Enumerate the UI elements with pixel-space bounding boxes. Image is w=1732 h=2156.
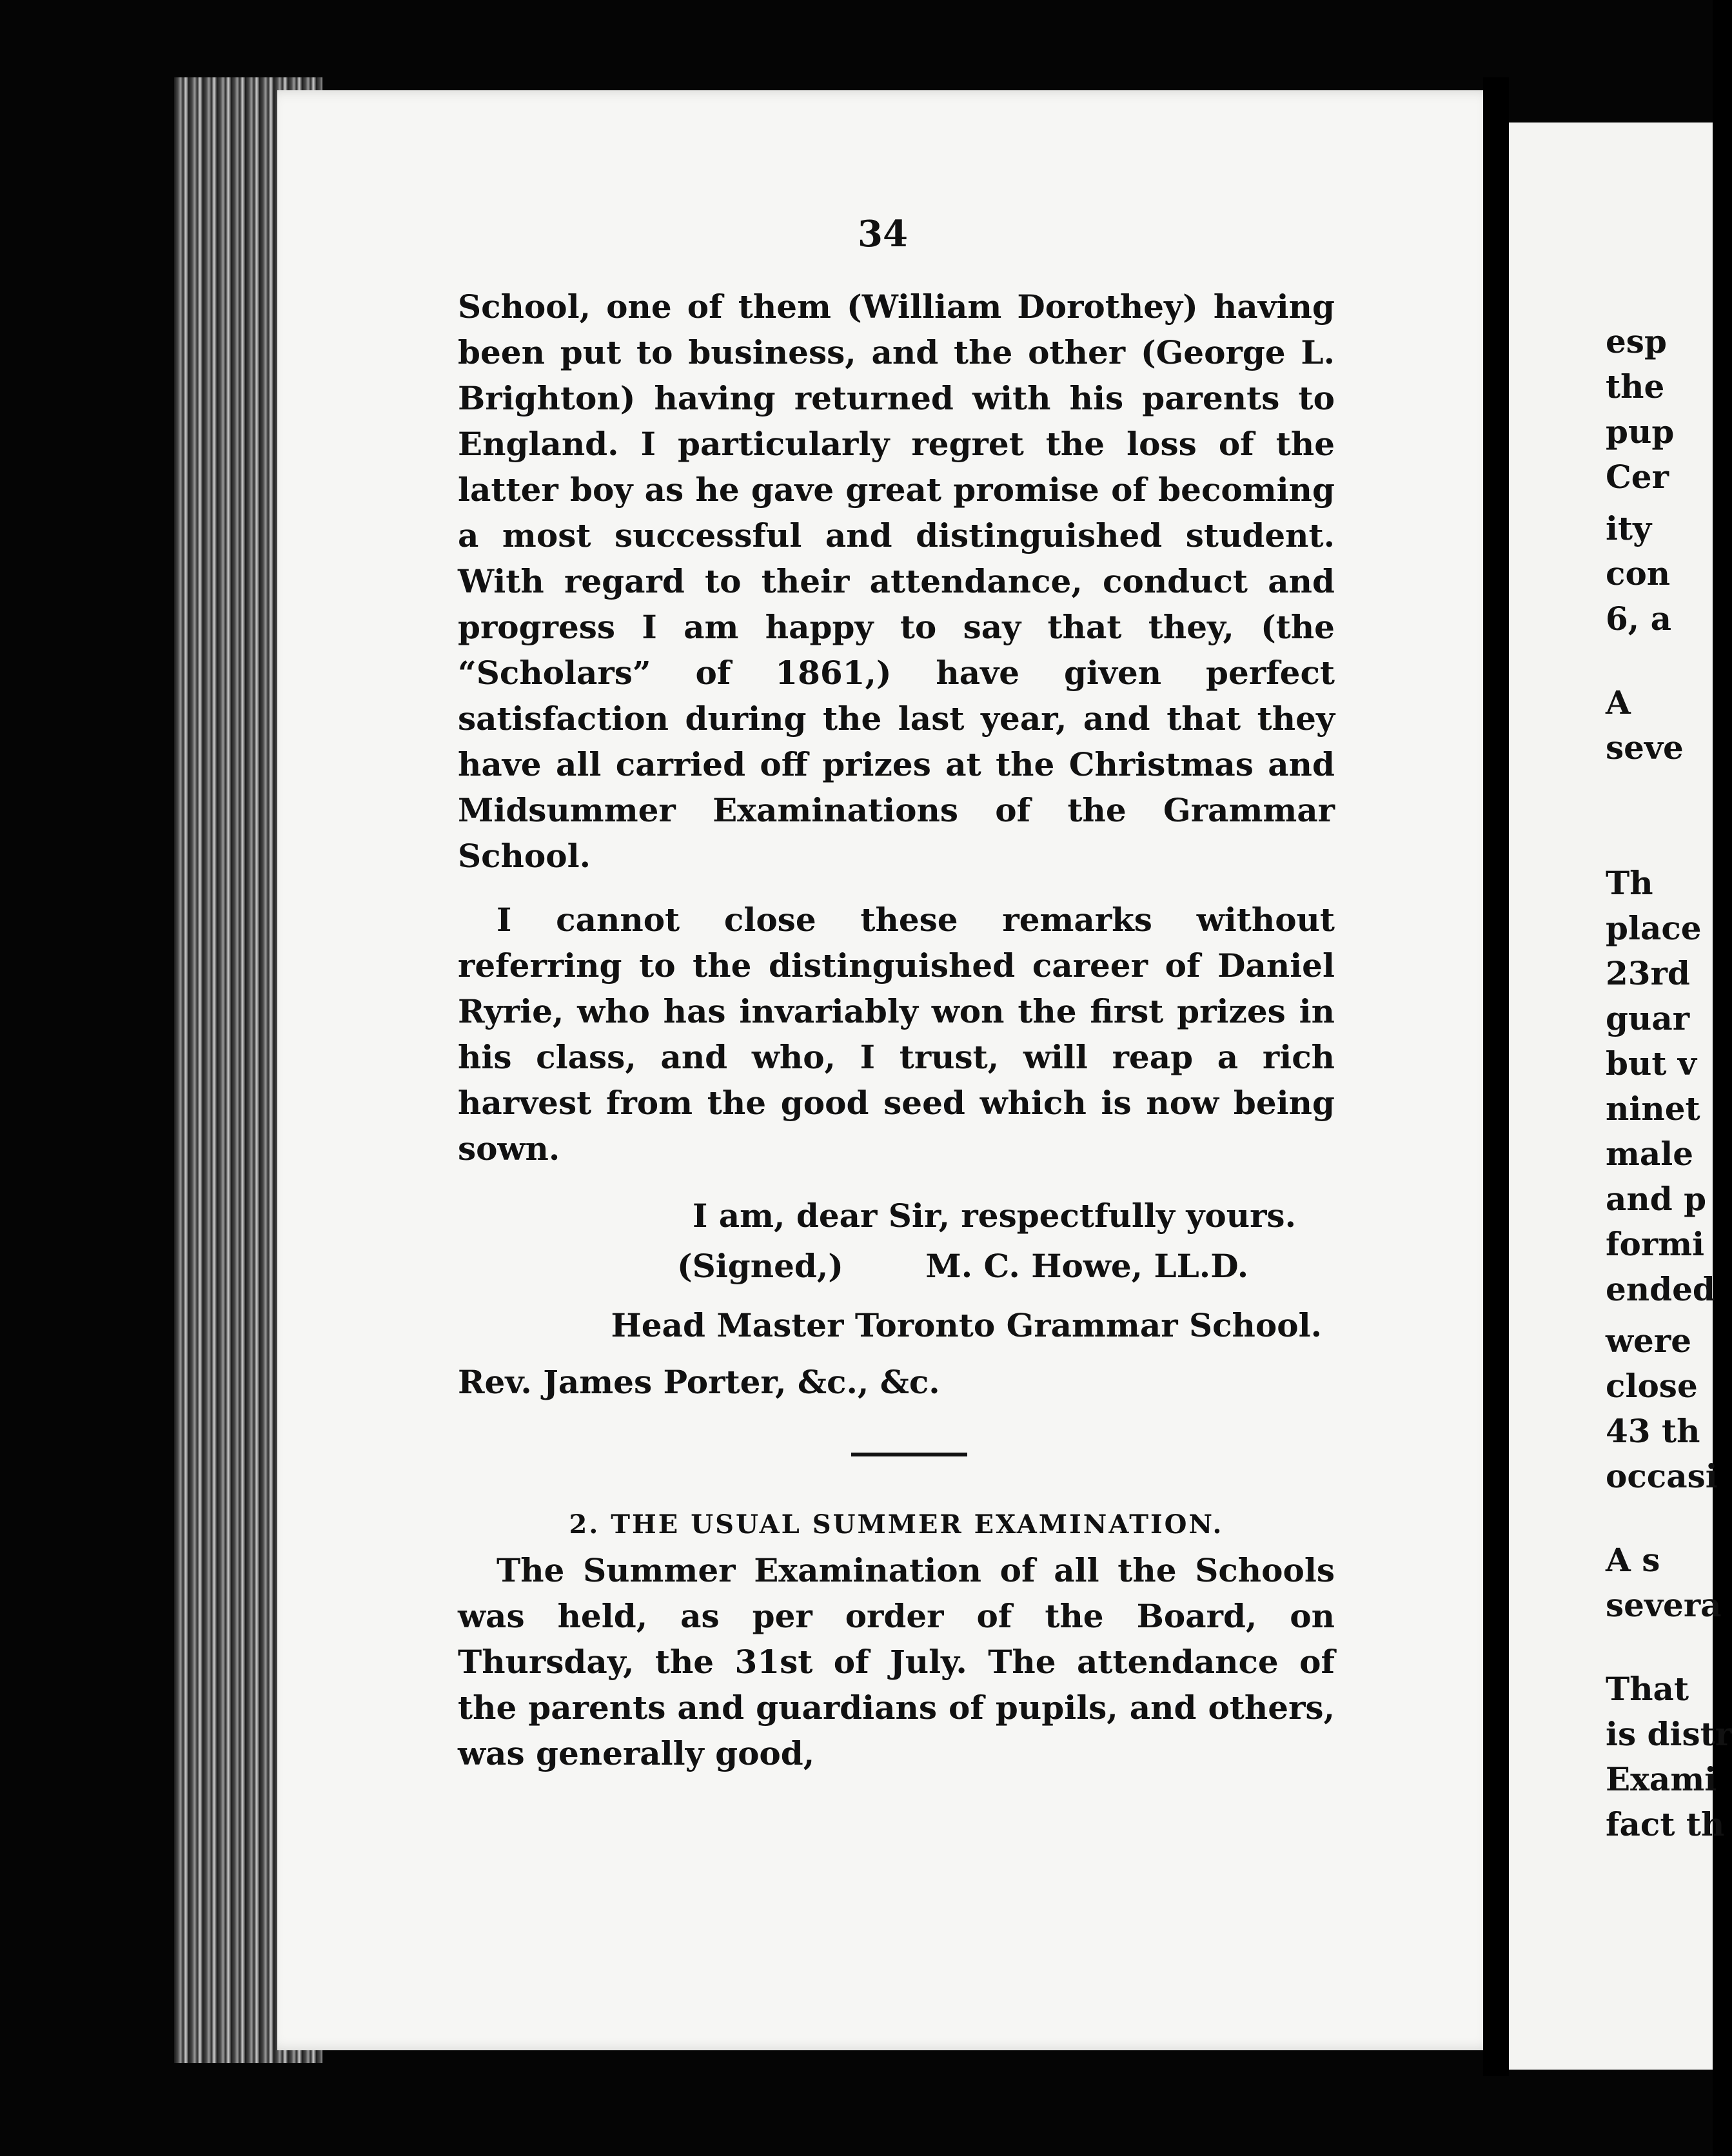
right-fragment: were	[1606, 1322, 1692, 1360]
right-fragment: and p	[1606, 1180, 1707, 1218]
right-fragment: ended	[1606, 1270, 1715, 1308]
book-gutter	[1483, 77, 1509, 2076]
right-fragment: ninet	[1606, 1090, 1700, 1128]
section-heading: 2. THE USUAL SUMMER EXAMINATION.	[569, 1509, 1224, 1540]
right-fragment: is distr	[1606, 1715, 1732, 1753]
signer-name: M. C. Howe, LL.D.	[925, 1247, 1249, 1285]
right-fragment: ity	[1606, 509, 1652, 547]
page-number: 34	[858, 213, 908, 255]
right-fragment: guar	[1606, 999, 1690, 1037]
right-fragment: 43 th	[1606, 1412, 1700, 1450]
right-fragment: Cer	[1606, 458, 1669, 496]
right-fragment: fact th	[1606, 1805, 1725, 1843]
signer-title: Head Master Toronto Grammar School.	[611, 1306, 1322, 1344]
right-fragment: occasi	[1606, 1457, 1718, 1495]
right-fragment: severa	[1606, 1586, 1722, 1624]
paragraph-2: I cannot close these remarks without referring to the distinguished career of Daniel Ryrie, who has invariably won the first prizes in his class, and who, I trust, will reap a rich harvest from the good seed which is now being sown.	[458, 901, 1335, 1168]
page-text	[458, 284, 1335, 1776]
right-fragment: seve	[1606, 729, 1684, 767]
closing-salutation: I am, dear Sir, respectfully yours.	[692, 1197, 1296, 1235]
addressee: Rev. James Porter, &c., &c.	[458, 1363, 940, 1401]
section-divider	[851, 1453, 967, 1456]
right-fragment: esp	[1606, 322, 1667, 360]
right-fragment: pup	[1606, 413, 1675, 451]
right-fragment: 23rd	[1606, 954, 1690, 992]
signed-label: (Signed,)	[677, 1247, 843, 1285]
right-fragment: A s	[1606, 1541, 1660, 1579]
right-fragment: but v	[1606, 1044, 1697, 1083]
section-body-paragraph: The Summer Examination of all the Schools was held, as per order of the Board, on Thursday, the 31st of July. The attendance of the parents and guardians of pupils, and others, was generally good,	[458, 1551, 1335, 1772]
right-fragment: Th	[1606, 864, 1653, 902]
letter-closing	[458, 1191, 1335, 1407]
right-fragment: place	[1606, 909, 1702, 947]
right-fragment: A	[1606, 683, 1631, 721]
closing-signature-line	[458, 1241, 1335, 1291]
right-fragment: That	[1606, 1670, 1689, 1708]
right-fragment: formi	[1606, 1225, 1705, 1263]
right-fragment: Exami	[1606, 1760, 1717, 1798]
paragraph-1: School, one of them (William Dorothey) having been put to business, and the other (George L. Brighton) having returned with his parents to England. I particularly regret the loss of the latter boy as he gave great promise of becoming a most successful and distinguished student. With regard to their attendance, conduct and progress I am happy to say that they, (the “Scholars” of 1861,) have given perfect satisfaction during the last year, and that they have all carried off prizes at the Christmas and Midsummer Examinations of the Grammar School.	[458, 288, 1335, 875]
right-fragment: close	[1606, 1367, 1698, 1405]
right-fragment: con	[1606, 554, 1671, 593]
right-fragment: the	[1606, 368, 1665, 406]
right-fragment: 6, a	[1606, 600, 1672, 638]
right-fragment: male	[1606, 1135, 1694, 1173]
